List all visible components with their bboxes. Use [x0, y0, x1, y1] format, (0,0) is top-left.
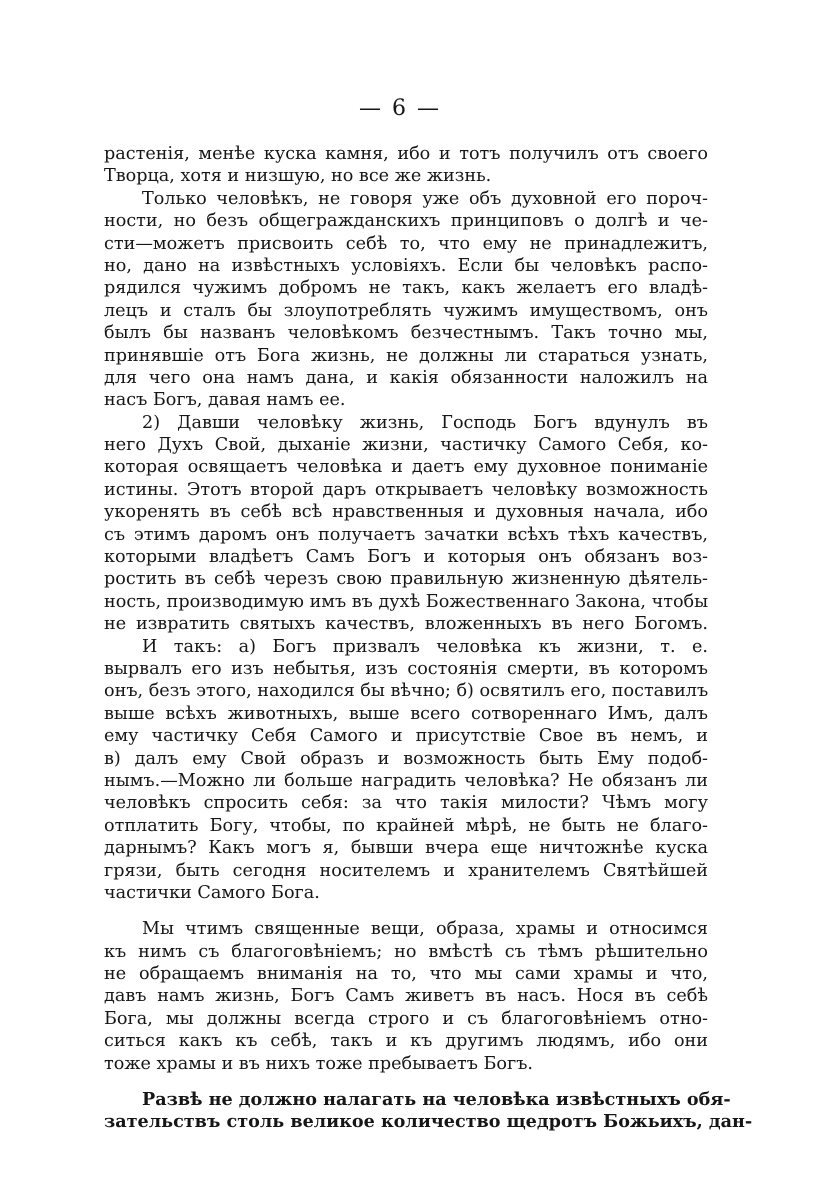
text-line: ситься какъ къ себѣ, такъ и къ другимъ людямъ, ибо они: [104, 1031, 708, 1052]
text-line: в) далъ ему Свой образъ и возможность быть Ему подоб-: [104, 748, 708, 769]
paragraph-gap: [104, 1075, 708, 1089]
text-line: былъ бы названъ человѣкомъ безчестнымъ. Такъ точно мы,: [104, 323, 708, 344]
text-line: укоренять въ себѣ всѣ нравственныя и духовныя начала, ибо: [104, 502, 708, 523]
text-line: которыми владѣетъ Самъ Богъ и которыя онъ обязанъ воз-: [104, 547, 708, 568]
text-line: истины. Этотъ второй даръ открываетъ человѣку возможность: [104, 479, 708, 500]
text-line: ростить въ себѣ черезъ свою правильную жизненную дѣятель-: [104, 569, 708, 590]
text-line: но, дано на извѣстныхъ условіяхъ. Если бы человѣкъ распо-: [104, 255, 708, 276]
page-number: — 6 —: [359, 96, 441, 121]
text-line: Творца, хотя и низшую, но все же жизнь.: [104, 166, 492, 187]
text-line: принявшіе отъ Бога жизнь, не должны ли стараться узнать,: [104, 345, 708, 366]
text-line: не извратить святыхъ качествъ, вложенныхъ въ него Богомъ.: [104, 614, 708, 635]
text-line: зательствъ столь великое количество щедротъ Божьихъ, дан-: [104, 1111, 753, 1133]
body-text: [104, 143, 753, 1134]
text-line: Только человѣкъ, не говоря уже объ духовной его пороч-: [142, 188, 708, 209]
text-line: къ нимъ съ благоговѣніемъ; но вмѣстѣ съ тѣмъ рѣшительно: [104, 941, 708, 962]
text-line: грязи, быть сегодня носителемъ и хранителемъ Святѣйшей: [104, 860, 708, 881]
text-line: ности, но безъ общегражданскихъ принциповъ о долгѣ и че-: [104, 211, 708, 232]
text-line: рядился чужимъ добромъ не такъ, какъ желаетъ его владѣ-: [104, 278, 708, 299]
text-line: выше всѣхъ животныхъ, выше всего сотвореннаго Имъ, далъ: [104, 703, 708, 724]
text-line: нымъ.—Можно ли больше наградить человѣка? Не обязанъ ли: [104, 770, 708, 791]
text-line: отплатить Богу, чтобы, по крайней мѣрѣ, не быть не благо-: [104, 815, 708, 836]
text-line: дарнымъ? Какъ могъ я, бывши вчера еще ничтожнѣе куска: [104, 838, 708, 859]
text-line: онъ, безъ этого, находился бы вѣчно; б) освятилъ его, поставилъ: [104, 681, 709, 702]
text-line: растенія, менѣе куска камня, ибо и тотъ получилъ отъ своего: [104, 144, 708, 164]
text-line: человѣкъ спросить себя: за что такія милости? Чѣмъ могу: [104, 793, 708, 814]
text-line: Бога, мы должны всегда строго и съ благоговѣніемъ отно-: [104, 1008, 708, 1029]
text-line: для чего она намъ дана, и какія обязанности наложилъ на: [104, 367, 708, 388]
text-line: насъ Богъ, давая намъ ее.: [104, 390, 346, 411]
text-line: тоже храмы и въ нихъ тоже пребываетъ Богъ.: [104, 1053, 534, 1074]
text-line: ность, производимую имъ въ духѣ Божественнаго Закона, чтобы: [104, 591, 709, 612]
text-line: давъ намъ жизнь, Богъ Самъ живетъ въ насъ. Нося въ себѣ: [104, 986, 708, 1007]
text-line: Мы чтимъ священные вещи, образа, храмы и относимся: [142, 919, 708, 940]
text-line: частички Самого Бога.: [104, 882, 320, 903]
text-line: съ этимъ даромъ онъ получаетъ зачатки всѣхъ тѣхъ качествъ,: [104, 524, 708, 545]
paragraph-gap: [104, 904, 708, 918]
text-line: него Духъ Свой, дыханіе жизни, частичку Самого Себя, ко-: [104, 435, 708, 456]
text-line: сти—можетъ присвоить себѣ то, что ему не принадлежитъ,: [104, 233, 708, 254]
text-line: не обращаемъ вниманія на то, что мы сами храмы и что,: [104, 964, 708, 985]
text-line: И такъ: а) Богъ призвалъ человѣка къ жизни, т. е.: [142, 636, 708, 657]
text-line: вырвалъ его изъ небытья, изъ состоянія смерти, въ которомъ: [104, 658, 708, 679]
text-line: которая освящаетъ человѣка и даетъ ему духовное пониманіе: [104, 457, 708, 478]
text-line: Развѣ не должно налагать на человѣка извѣстныхъ обя-: [142, 1089, 731, 1111]
text-line: 2) Давши человѣку жизнь, Господь Богъ вдунулъ въ: [142, 412, 708, 433]
text-line: ему частичку Себя Самого и присутствіе Свое въ немъ, и: [104, 726, 708, 747]
text-line: лецъ и сталъ бы злоупотреблять чужимъ имуществомъ, онъ: [104, 300, 708, 321]
